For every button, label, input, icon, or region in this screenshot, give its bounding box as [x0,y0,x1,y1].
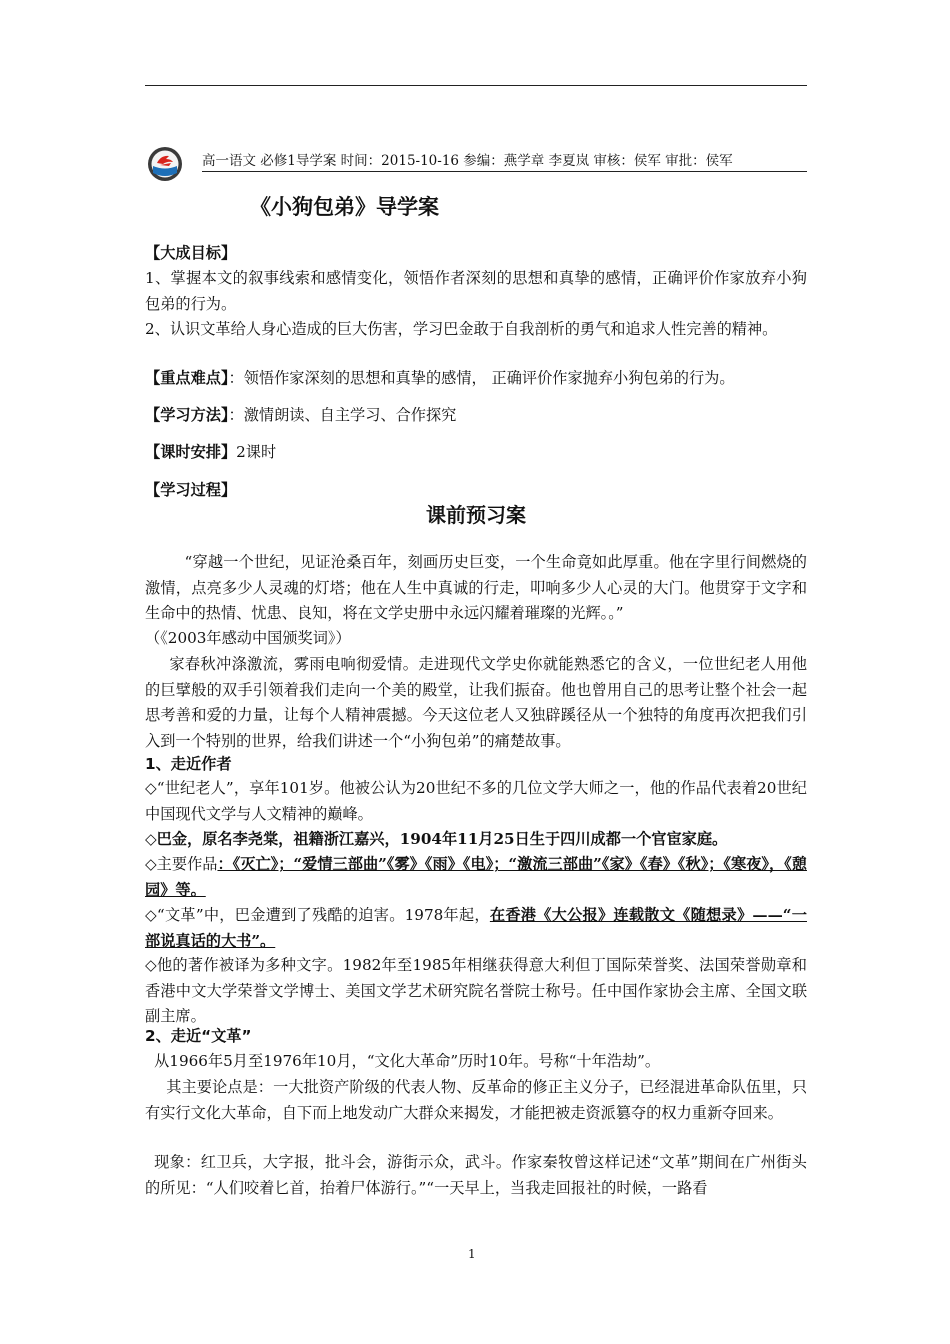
document-title: 《小狗包弟》导学案 [250,195,439,219]
school-logo-icon [147,146,183,182]
intro-source: （《2003年感动中国颁奖词》） [145,629,351,647]
author-para-4 [145,903,807,954]
schedule-text: 2课时 [236,443,277,461]
goals-heading-line [145,241,807,267]
author-heading-line [145,752,807,778]
cr-persecution-text: ◇“文革”中，巴金遭到了残酷的迫害。1978年起， [145,906,490,924]
cr-heading: 2、走近“文革” [145,1027,252,1045]
keypoints-line [145,366,807,392]
header-rule [145,85,807,86]
author-para-1: ◇“世纪老人”，享年101岁。他被公认为20世纪不多的几位文学大师之一，他的作品代表着20世纪中国现代文学与人文精神的巅峰。 [145,779,807,823]
process-heading: 【学习过程】 [145,481,237,499]
header-meta: 高一语文 必修1导学案 时间：2015-10-16 参编：燕学章 李夏岚 审核：侯军 审批：侯军 [202,152,807,172]
goals-heading: 【大成目标】 [145,244,237,262]
suixianglu-highlight: 在香港《大公报》连载散文《随想录》——“一部说真话的大书”。 [145,906,807,950]
author-para-3 [145,852,807,903]
intro-quote: “穿越一个世纪，见证沧桑百年，刻画历史巨变，一个生命竟如此厚重。他在字里行间燃烧的激情，点亮多少人灵魂的灯塔；他在人生中真诚的行走，叩响多少人心灵的大门。他贯穿于文字和生命中的热情、忧患、良知，将在文学史册中永远闪耀着璀璨的光辉。。” [145,553,807,622]
page-number: 1 [468,1247,476,1261]
author-heading: 1、走近作者 [145,755,232,773]
cr-para-1: 从1966年5月至1976年10月，“文化大革命”历时10年。号称“十年浩劫”。 [154,1052,661,1070]
schedule-heading: 【课时安排】 [145,443,237,461]
keypoints-heading: 【重点难点】 [145,369,229,387]
works-list: ：《灭亡》；“爱情三部曲”《雾》《雨》《电》；“激流三部曲”《家》《春》《秋》；《寒夜》，《憩园》等。 [145,855,807,899]
methods-line [145,403,807,429]
intro-paragraph: 家春秋冲涤激流，雾雨电响彻爱情。走进现代文学史你就能熟悉它的含义，一位世纪老人用他的巨擘般的双手引领着我们走向一个美的殿堂，让我们振奋。他也曾用自己的思考让整个社会一起思考善和爱的力量，让每个人精神震撼。今天这位老人又独辟蹊径从一个独特的角度再次把我们引入到一个特别的世界，给我们讲述一个“小狗包弟”的痛楚故事。 [145,655,807,750]
schedule-line [145,440,807,466]
section-title: 课前预习案 [426,503,526,527]
goal-item-1: 1、掌握本文的叙事线索和感情变化，领悟作者深刻的思想和真挚的感情，正确评价作家放弃小狗包弟的行为。 [145,269,807,313]
cr-heading-line [145,1024,807,1050]
document-header [145,143,807,187]
keypoints-text: ：领悟作家深刻的思想和真挚的感情， 正确评价作家抛弃小狗包弟的行为。 [228,369,735,387]
goal-item-2: 2、认识文革给人身心造成的巨大伤害，学习巴金敢于自我剖析的勇气和追求人性完善的精神。 [145,320,778,338]
methods-text: ：激情朗读、自主学习、合作探究 [228,406,457,424]
cr-para-3: 现象：红卫兵，大字报，批斗会，游街示众，武斗。作家秦牧曾这样记述“文革”期间在广州街头的所见：“人们咬着匕首，抬着尸体游行。”“一天早上，当我走回报社的时候，一路看 [145,1153,807,1197]
author-para-5: ◇他的著作被译为多种文字。1982年至1985年相继获得意大利但丁国际荣誉奖、法国荣誉勋章和香港中文大学荣誉文学博士、美国文学艺术研究院名誉院士称号。任中国作家协会主席、全国文联副主席。 [145,956,807,1025]
cr-para-2: 其主要论点是：一大批资产阶级的代表人物、反革命的修正主义分子，已经混进革命队伍里，只有实行文化大革命，自下而上地发动广大群众来揭发，才能把被走资派篡夺的权力重新夺回来。 [145,1078,807,1122]
author-para-2: ◇巴金，原名李尧棠，祖籍浙江嘉兴，1904年11月25日生于四川成都一个官宦家庭。 [145,830,728,848]
works-label: ◇主要作品 [145,855,218,873]
methods-heading: 【学习方法】 [145,406,229,424]
